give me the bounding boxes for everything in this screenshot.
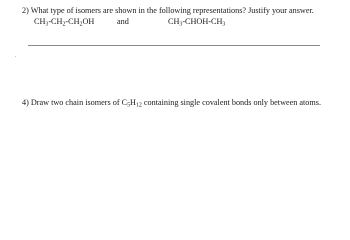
text-segment: CH xyxy=(34,17,46,26)
text-segment: -CHOH-CH xyxy=(182,17,223,26)
subscript: 3 xyxy=(222,21,226,28)
text-segment: H xyxy=(130,98,136,107)
formula-2-propanol xyxy=(168,17,225,27)
subscript: 2 xyxy=(79,21,83,28)
text-segment: OH xyxy=(82,17,95,26)
question-2-prompt: 2) What type of isomers are shown in the following representations? Justify your answer. xyxy=(22,6,314,15)
formula-propanol xyxy=(34,17,94,27)
text-segment: 4) Draw two chain isomers of C xyxy=(22,98,128,107)
text-segment: containing single covalent bonds only between atoms. xyxy=(141,98,322,107)
subscript: 3 xyxy=(179,21,183,28)
subscript: 5 xyxy=(127,102,131,109)
connector-and: and xyxy=(117,17,129,26)
text-segment: -CH xyxy=(65,17,80,26)
text-segment: CH xyxy=(168,17,180,26)
stray-mark xyxy=(15,56,16,57)
text-segment: -CH xyxy=(48,17,63,26)
subscript: 2 xyxy=(62,21,66,28)
question-4-prompt xyxy=(22,98,321,108)
subscript: 3 xyxy=(45,21,49,28)
subscript: 12 xyxy=(135,102,142,109)
answer-line xyxy=(28,45,320,46)
